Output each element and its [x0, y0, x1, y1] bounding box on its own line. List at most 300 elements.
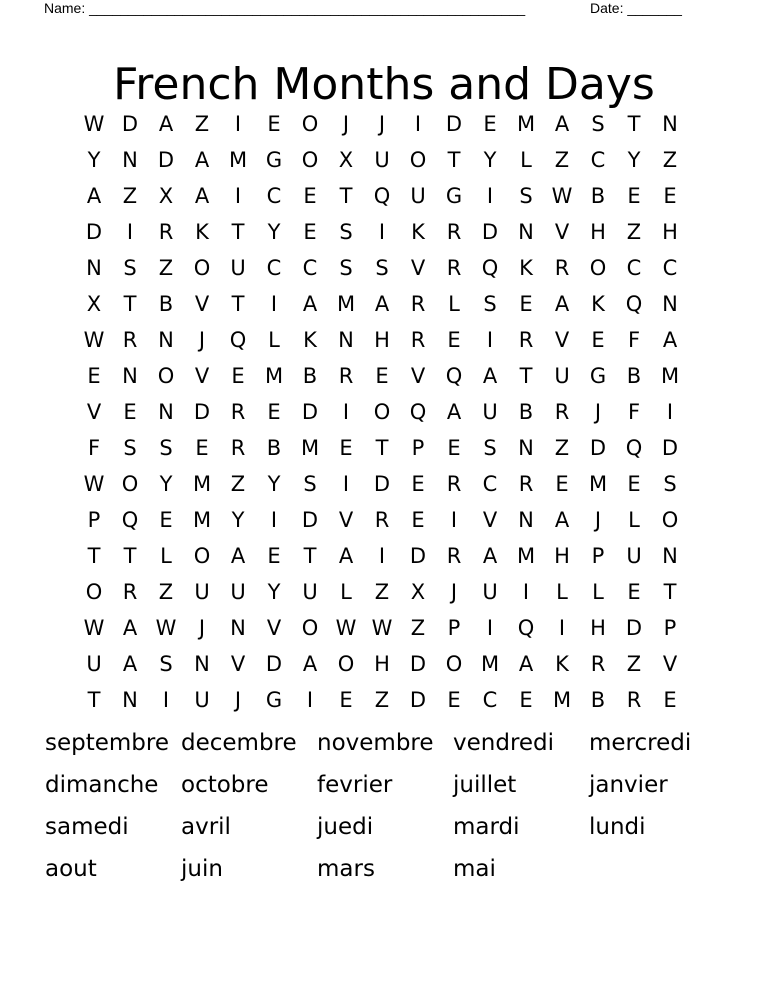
grid-letter: W [371, 616, 393, 640]
grid-letter: C [662, 256, 678, 280]
grid-letter: L [340, 580, 352, 604]
grid-letter: V [554, 220, 570, 244]
grid-row [76, 142, 688, 178]
grid-letter: O [409, 148, 427, 172]
word-list-item: janvier [589, 772, 668, 798]
word-list-item: vendredi [453, 730, 555, 756]
grid-letter: B [302, 364, 318, 388]
grid-letter: W [335, 616, 357, 640]
grid-row [76, 178, 688, 214]
grid-letter: D [301, 400, 319, 424]
grid-letter: Y [627, 148, 641, 172]
grid-letter: X [158, 184, 174, 208]
grid-letter: V [482, 508, 498, 532]
grid-row [76, 574, 688, 610]
grid-letter: W [83, 328, 105, 352]
grid-letter: K [195, 220, 209, 244]
grid-row [76, 250, 688, 286]
grid-letter: M [336, 292, 356, 316]
grid-letter: E [231, 364, 245, 388]
grid-letter: I [270, 292, 278, 316]
grid-letter: S [663, 472, 677, 496]
grid-letter: Q [517, 616, 535, 640]
grid-letter: D [373, 472, 391, 496]
grid-letter: H [554, 544, 570, 568]
grid-letter: I [342, 472, 350, 496]
grid-letter: O [301, 616, 319, 640]
grid-letter: P [411, 436, 425, 460]
grid-letter: C [482, 688, 498, 712]
grid-letter: S [339, 220, 353, 244]
grid-letter: T [123, 544, 137, 568]
grid-letter: T [87, 688, 101, 712]
grid-letter: D [193, 400, 211, 424]
grid-letter: Y [87, 148, 101, 172]
grid-letter: N [86, 256, 102, 280]
grid-letter: S [483, 436, 497, 460]
grid-letter: S [483, 292, 497, 316]
grid-letter: A [446, 400, 462, 424]
grid-letter: T [519, 364, 533, 388]
grid-letter: O [85, 580, 103, 604]
grid-letter: A [230, 544, 246, 568]
grid-letter: E [267, 112, 281, 136]
grid-letter: U [194, 580, 210, 604]
grid-letter: A [86, 184, 102, 208]
grid-letter: S [303, 472, 317, 496]
grid-letter: H [374, 652, 390, 676]
grid-letter: S [591, 112, 605, 136]
word-list-item: septembre [45, 730, 170, 756]
word-list-item: aout [45, 856, 97, 882]
grid-row [76, 538, 688, 574]
grid-letter: I [234, 184, 242, 208]
grid-letter: O [121, 472, 139, 496]
grid-letter: M [516, 544, 536, 568]
grid-row [76, 394, 688, 430]
grid-letter: C [266, 184, 282, 208]
grid-letter: X [410, 580, 426, 604]
grid-letter: M [192, 472, 212, 496]
grid-letter: L [592, 580, 604, 604]
grid-letter: J [198, 616, 206, 640]
grid-letter: N [662, 544, 678, 568]
grid-letter: N [194, 652, 210, 676]
grid-letter: E [447, 328, 461, 352]
grid-row [76, 646, 688, 682]
grid-letter: I [486, 616, 494, 640]
grid-letter: R [518, 328, 534, 352]
grid-letter: H [662, 220, 678, 244]
grid-letter: L [628, 508, 640, 532]
grid-letter: Q [373, 184, 391, 208]
grid-letter: J [594, 400, 602, 424]
grid-letter: O [337, 652, 355, 676]
grid-letter: O [157, 364, 175, 388]
grid-letter: O [301, 148, 319, 172]
grid-letter: Y [231, 508, 245, 532]
grid-row [76, 682, 688, 718]
grid-letter: E [519, 688, 533, 712]
grid-letter: B [590, 184, 606, 208]
grid-letter: Y [159, 472, 173, 496]
word-list-item: mai [453, 856, 496, 882]
grid-letter: C [266, 256, 282, 280]
grid-letter: R [410, 292, 426, 316]
grid-letter: J [378, 112, 386, 136]
date-field-line: Date: _______ [590, 0, 682, 16]
grid-letter: S [123, 256, 137, 280]
grid-letter: P [663, 616, 677, 640]
grid-letter: E [447, 688, 461, 712]
grid-letter: Z [374, 688, 390, 712]
grid-letter: I [522, 580, 530, 604]
grid-letter: S [159, 436, 173, 460]
grid-letter: Y [267, 580, 281, 604]
grid-letter: D [409, 688, 427, 712]
grid-letter: Q [121, 508, 139, 532]
grid-letter: W [83, 616, 105, 640]
grid-letter: D [265, 652, 283, 676]
grid-letter: T [627, 112, 641, 136]
grid-letter: T [447, 148, 461, 172]
grid-letter: D [409, 544, 427, 568]
grid-letter: S [519, 184, 533, 208]
grid-letter: Z [158, 580, 174, 604]
grid-letter: E [483, 112, 497, 136]
grid-letter: E [627, 184, 641, 208]
grid-letter: U [482, 400, 498, 424]
grid-letter: L [556, 580, 568, 604]
grid-letter: I [162, 688, 170, 712]
grid-letter: K [303, 328, 317, 352]
grid-letter: R [518, 472, 534, 496]
grid-letter: B [158, 292, 174, 316]
grid-letter: N [122, 148, 138, 172]
grid-letter: N [122, 688, 138, 712]
grid-letter: N [122, 364, 138, 388]
grid-letter: G [265, 688, 283, 712]
grid-letter: M [300, 436, 320, 460]
grid-letter: E [555, 472, 569, 496]
grid-letter: V [662, 652, 678, 676]
grid-letter: M [264, 364, 284, 388]
grid-letter: D [481, 220, 499, 244]
grid-letter: U [626, 544, 642, 568]
grid-letter: Q [445, 364, 463, 388]
grid-letter: P [591, 544, 605, 568]
grid-letter: W [155, 616, 177, 640]
grid-letter: L [448, 292, 460, 316]
word-list-item: avril [181, 814, 231, 840]
word-list-item: juillet [453, 772, 517, 798]
word-list-item: octobre [181, 772, 269, 798]
grid-letter: V [230, 652, 246, 676]
grid-letter: E [339, 688, 353, 712]
grid-letter: C [590, 148, 606, 172]
grid-letter: A [482, 544, 498, 568]
grid-row [76, 610, 688, 646]
grid-letter: U [194, 688, 210, 712]
grid-letter: E [411, 472, 425, 496]
grid-letter: S [339, 256, 353, 280]
grid-letter: A [194, 184, 210, 208]
grid-letter: Z [122, 184, 138, 208]
grid-letter: N [518, 436, 534, 460]
grid-letter: D [625, 616, 643, 640]
grid-letter: D [121, 112, 139, 136]
grid-letter: D [85, 220, 103, 244]
grid-letter: U [554, 364, 570, 388]
grid-letter: A [554, 292, 570, 316]
grid-letter: F [627, 400, 641, 424]
grid-row [76, 466, 688, 502]
page-title: French Months and Days [113, 59, 655, 111]
grid-letter: R [338, 364, 354, 388]
grid-letter: E [123, 400, 137, 424]
grid-letter: Z [194, 112, 210, 136]
word-list-item: novembre [317, 730, 434, 756]
grid-letter: M [660, 364, 680, 388]
grid-letter: X [86, 292, 102, 316]
grid-letter: Z [158, 256, 174, 280]
grid-letter: R [374, 508, 390, 532]
grid-letter: V [194, 292, 210, 316]
word-list-item: juin [181, 856, 223, 882]
grid-letter: U [410, 184, 426, 208]
grid-letter: R [446, 220, 462, 244]
grid-row [76, 358, 688, 394]
grid-letter: Q [625, 292, 643, 316]
grid-letter: W [83, 472, 105, 496]
grid-letter: I [234, 112, 242, 136]
grid-letter: T [339, 184, 353, 208]
grid-letter: U [86, 652, 102, 676]
grid-letter: S [159, 652, 173, 676]
grid-letter: Y [267, 472, 281, 496]
grid-letter: I [270, 508, 278, 532]
grid-letter: A [122, 652, 138, 676]
word-list [45, 730, 745, 898]
grid-letter: Q [409, 400, 427, 424]
grid-letter: V [410, 256, 426, 280]
grid-letter: D [589, 436, 607, 460]
grid-letter: C [626, 256, 642, 280]
grid-letter: E [663, 688, 677, 712]
word-list-item: fevrier [317, 772, 393, 798]
word-list-item: lundi [589, 814, 646, 840]
grid-letter: J [450, 580, 458, 604]
grid-letter: W [83, 112, 105, 136]
grid-letter: O [661, 508, 679, 532]
word-list-item: samedi [45, 814, 129, 840]
grid-letter: R [410, 328, 426, 352]
grid-letter: E [303, 220, 317, 244]
grid-row [76, 106, 688, 142]
grid-letter: V [194, 364, 210, 388]
grid-letter: Z [554, 436, 570, 460]
grid-letter: T [303, 544, 317, 568]
grid-letter: T [123, 292, 137, 316]
grid-row [76, 502, 688, 538]
grid-letter: Q [229, 328, 247, 352]
grid-letter: T [231, 292, 245, 316]
grid-letter: R [122, 580, 138, 604]
grid-letter: B [266, 436, 282, 460]
word-list-item: mardi [453, 814, 520, 840]
grid-letter: U [374, 148, 390, 172]
grid-letter: J [342, 112, 350, 136]
grid-letter: E [159, 508, 173, 532]
grid-letter: N [662, 292, 678, 316]
grid-letter: Z [554, 148, 570, 172]
grid-letter: I [306, 688, 314, 712]
grid-letter: A [302, 652, 318, 676]
grid-letter: R [230, 436, 246, 460]
letter-grid [76, 106, 688, 718]
grid-letter: N [662, 112, 678, 136]
grid-letter: N [230, 616, 246, 640]
grid-letter: A [302, 292, 318, 316]
grid-letter: E [519, 292, 533, 316]
grid-letter: R [590, 652, 606, 676]
grid-letter: V [410, 364, 426, 388]
grid-letter: Z [374, 580, 390, 604]
grid-letter: A [374, 292, 390, 316]
grid-letter: R [446, 256, 462, 280]
grid-letter: A [194, 148, 210, 172]
grid-letter: M [480, 652, 500, 676]
grid-letter: A [158, 112, 174, 136]
grid-letter: K [555, 652, 569, 676]
grid-letter: J [594, 508, 602, 532]
grid-letter: R [446, 472, 462, 496]
grid-letter: I [378, 220, 386, 244]
grid-letter: Y [483, 148, 497, 172]
grid-letter: E [303, 184, 317, 208]
grid-letter: N [158, 328, 174, 352]
grid-letter: N [338, 328, 354, 352]
grid-letter: W [551, 184, 573, 208]
grid-letter: Z [662, 148, 678, 172]
grid-letter: R [626, 688, 642, 712]
grid-letter: K [411, 220, 425, 244]
grid-letter: E [267, 544, 281, 568]
grid-letter: V [266, 616, 282, 640]
grid-letter: O [373, 400, 391, 424]
grid-letter: V [554, 328, 570, 352]
grid-row [76, 430, 688, 466]
grid-letter: Q [625, 436, 643, 460]
grid-letter: D [301, 508, 319, 532]
grid-letter: H [374, 328, 390, 352]
grid-letter: R [446, 544, 462, 568]
grid-row [76, 286, 688, 322]
grid-letter: N [158, 400, 174, 424]
grid-letter: A [338, 544, 354, 568]
word-list-item: decembre [181, 730, 297, 756]
grid-letter: E [411, 508, 425, 532]
grid-letter: Z [626, 220, 642, 244]
grid-letter: A [554, 508, 570, 532]
grid-letter: I [126, 220, 134, 244]
grid-letter: E [627, 472, 641, 496]
grid-letter: R [554, 256, 570, 280]
grid-letter: U [302, 580, 318, 604]
grid-letter: E [663, 184, 677, 208]
grid-letter: T [663, 580, 677, 604]
grid-letter: Z [626, 652, 642, 676]
grid-letter: U [482, 580, 498, 604]
grid-letter: I [342, 400, 350, 424]
grid-row [76, 214, 688, 250]
grid-letter: O [301, 112, 319, 136]
grid-letter: E [375, 364, 389, 388]
word-list-item: juedi [317, 814, 374, 840]
grid-letter: E [267, 400, 281, 424]
grid-letter: I [414, 112, 422, 136]
grid-letter: O [445, 652, 463, 676]
grid-letter: I [558, 616, 566, 640]
grid-letter: H [590, 220, 606, 244]
word-list-item: mars [317, 856, 375, 882]
grid-letter: P [87, 508, 101, 532]
word-list-item: dimanche [45, 772, 159, 798]
grid-letter: A [122, 616, 138, 640]
grid-letter: O [193, 544, 211, 568]
grid-letter: B [590, 688, 606, 712]
grid-letter: A [482, 364, 498, 388]
grid-letter: Z [230, 472, 246, 496]
grid-letter: R [158, 220, 174, 244]
grid-letter: X [338, 148, 354, 172]
grid-letter: A [554, 112, 570, 136]
grid-letter: L [268, 328, 280, 352]
grid-letter: K [519, 256, 533, 280]
grid-letter: Z [410, 616, 426, 640]
grid-letter: G [445, 184, 463, 208]
grid-letter: T [375, 436, 389, 460]
grid-letter: L [160, 544, 172, 568]
grid-letter: A [662, 328, 678, 352]
grid-letter: D [409, 652, 427, 676]
grid-letter: M [192, 508, 212, 532]
grid-letter: E [339, 436, 353, 460]
grid-row [76, 322, 688, 358]
grid-letter: B [518, 400, 534, 424]
name-field-line: Name: ________________________________________________________ [44, 0, 526, 16]
grid-letter: M [228, 148, 248, 172]
grid-letter: C [482, 472, 498, 496]
grid-letter: K [591, 292, 605, 316]
grid-letter: C [302, 256, 318, 280]
grid-letter: S [123, 436, 137, 460]
grid-letter: J [198, 328, 206, 352]
grid-letter: U [230, 256, 246, 280]
grid-letter: I [378, 544, 386, 568]
grid-letter: Y [267, 220, 281, 244]
grid-letter: F [87, 436, 101, 460]
grid-letter: N [518, 508, 534, 532]
grid-letter: H [590, 616, 606, 640]
grid-letter: O [589, 256, 607, 280]
grid-letter: I [486, 328, 494, 352]
grid-letter: Q [481, 256, 499, 280]
grid-letter: E [627, 580, 641, 604]
grid-letter: D [661, 436, 679, 460]
grid-letter: D [157, 148, 175, 172]
grid-letter: R [554, 400, 570, 424]
